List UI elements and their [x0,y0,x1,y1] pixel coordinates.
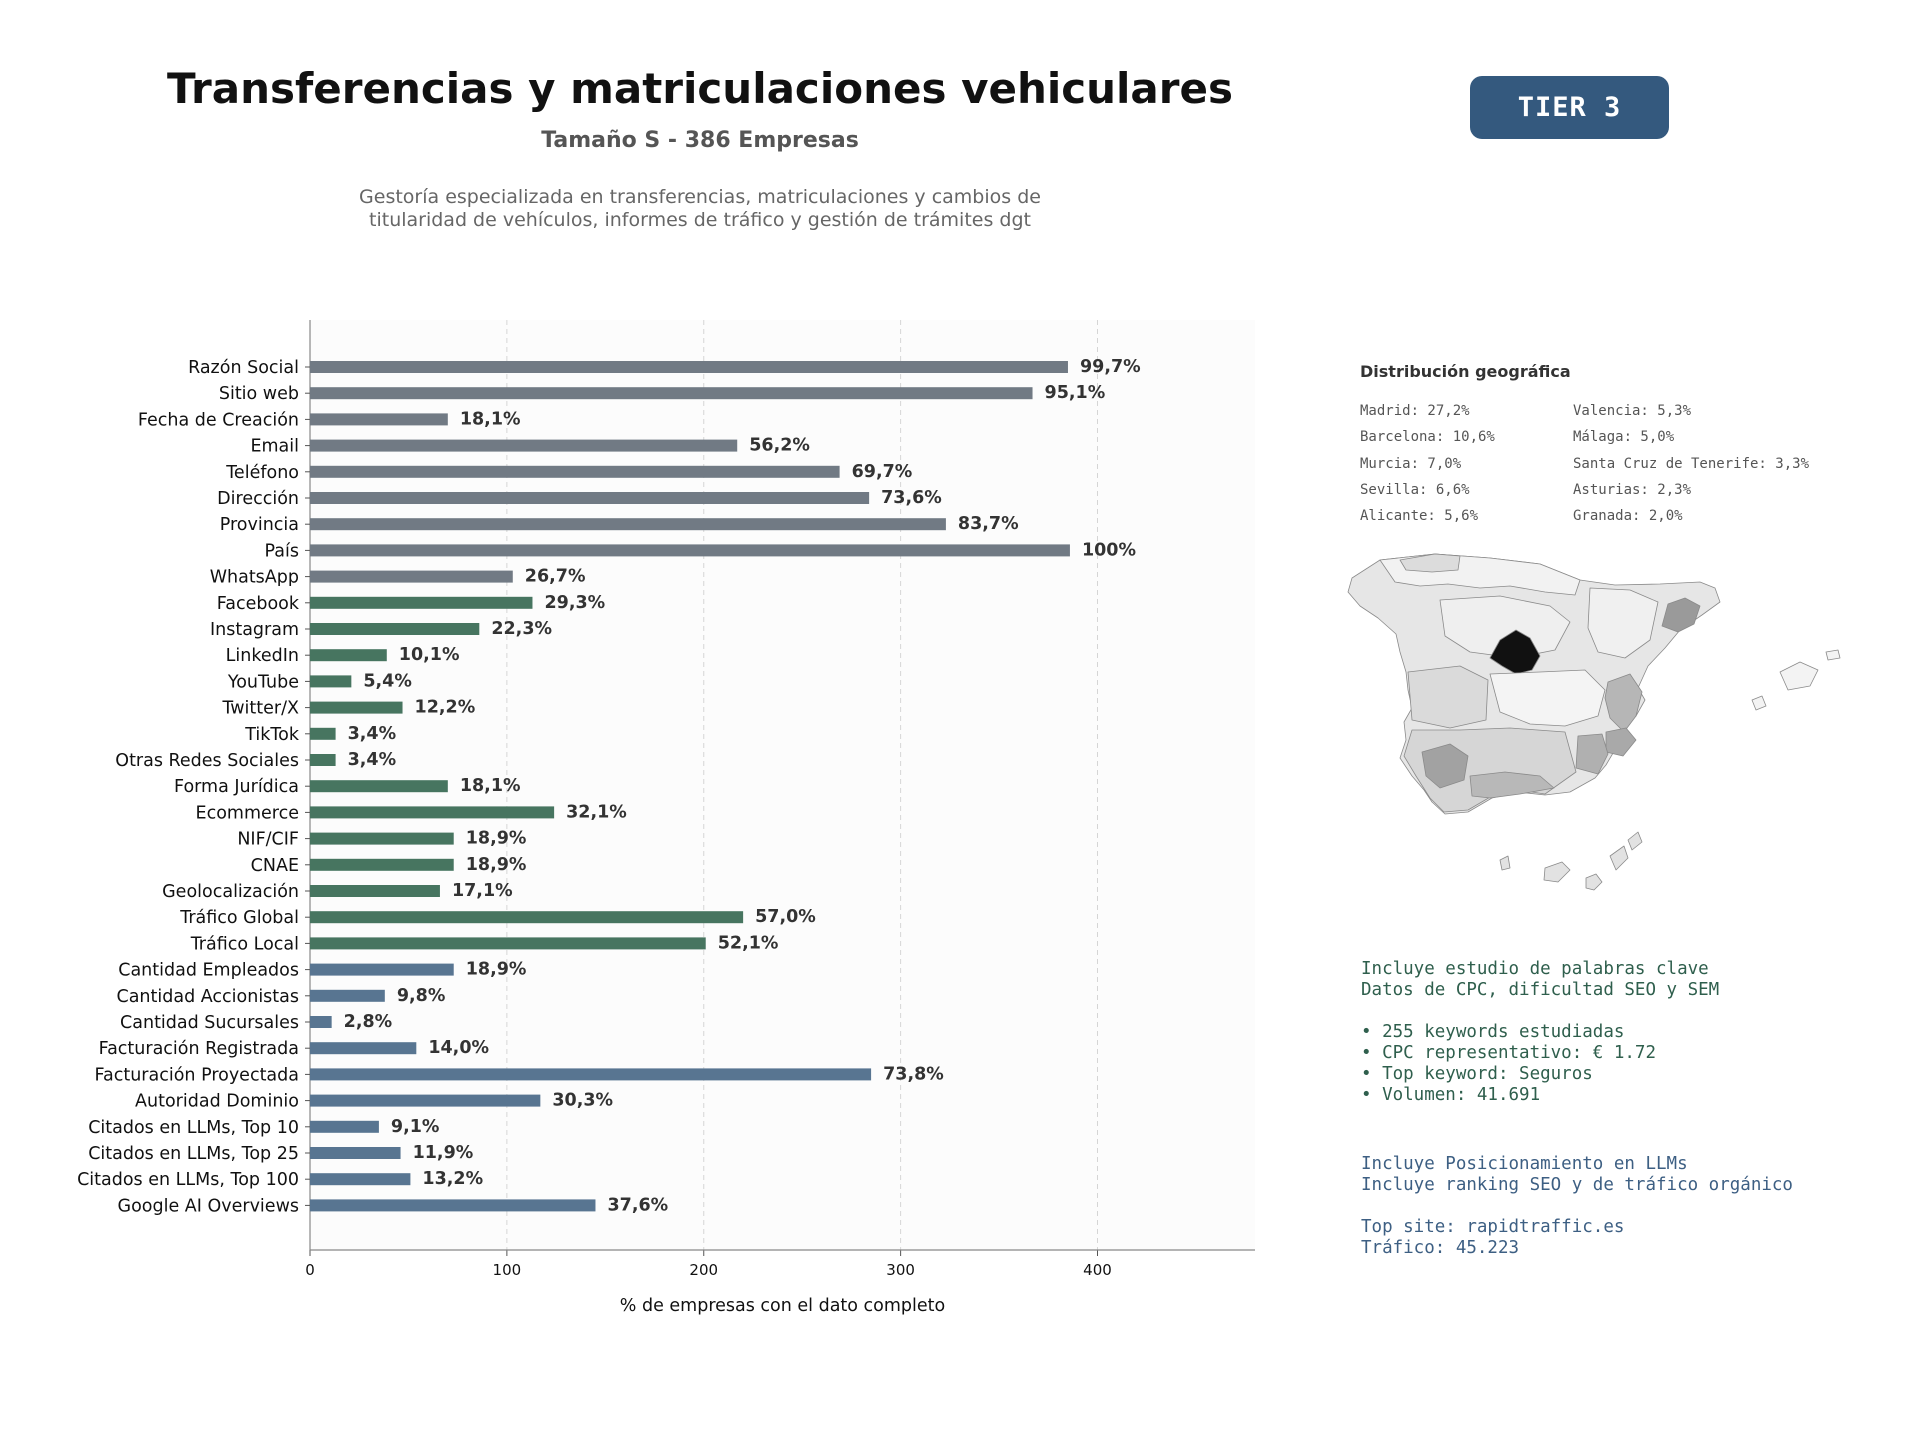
geo-item: Murcia: 7,0% [1360,455,1462,472]
value-label: 17,1% [451,881,513,901]
category-label: Otras Redes Sociales [115,751,299,771]
value-label: 18,9% [465,854,527,875]
spacer [1361,1196,1793,1217]
keywords-bullet: • 255 keywords estudiadas [1361,1022,1625,1042]
llm-info-block [1361,1154,1793,1259]
map-canary-la-palma [1500,856,1510,870]
map-canary-fuerteventura [1610,846,1628,870]
value-label: 99,7% [1079,357,1141,377]
keywords-bullet: • CPC representativo: € 1.72 [1361,1043,1657,1063]
page-title: Transferencias y matriculaciones vehiculares [167,64,1233,113]
bar [310,1068,871,1080]
bar [310,518,946,530]
bar [310,387,1033,399]
bar [310,885,440,897]
bar [310,675,351,687]
x-tick-label: 400 [1083,1261,1112,1279]
traffic-line: Tráfico: 45.223 [1361,1238,1520,1258]
bar [310,859,454,871]
geo-item: Madrid: 27,2% [1360,403,1470,419]
tier-badge: TIER 3 [1470,76,1669,139]
category-label: Dirección [217,489,299,509]
category-label: Tráfico Local [190,934,299,955]
spain-province-map [1340,540,1860,910]
value-label: 83,7% [957,514,1019,535]
bar [310,990,385,1002]
category-label: Cantidad Empleados [118,960,299,981]
value-label: 18,1% [459,776,521,797]
value-label: 95,1% [1044,383,1106,404]
bar [310,623,479,635]
category-label: Google AI Overviews [117,1196,299,1217]
value-label: 3,4% [347,723,397,744]
llm-line: Incluye Posicionamiento en LLMs [1361,1154,1688,1174]
x-tick-label: 0 [305,1261,315,1279]
category-label: CNAE [250,855,299,876]
keywords-line: Incluye estudio de palabras clave [1361,959,1709,979]
value-label: 5,4% [363,671,412,692]
category-label: Facturación Proyectada [94,1065,299,1086]
bar [310,754,336,766]
bar [310,1147,401,1159]
category-label: Ecommerce [195,803,299,824]
value-label: 11,9% [412,1143,474,1163]
page-subtitle: Tamaño S - 386 Empresas [541,128,859,153]
category-label: Instagram [209,620,299,640]
keywords-bullet: • Volumen: 41.691 [1361,1085,1541,1105]
category-label: Email [250,436,299,457]
category-label: LinkedIn [225,646,299,667]
category-label: País [264,541,299,562]
map-balearic-menorca [1826,650,1840,660]
geo-list-column-2 [1573,398,1809,529]
bar [310,1173,410,1185]
map-canary-tenerife [1544,862,1570,882]
value-label: 73,8% [883,1064,944,1085]
geo-item: Sevilla: 6,6% [1360,481,1470,498]
category-label: Citados en LLMs, Top 25 [88,1144,299,1164]
value-label: 30,3% [552,1090,614,1111]
bar [310,571,513,583]
category-label: TikTok [245,724,299,745]
value-label: 13,2% [422,1169,484,1190]
category-label: Teléfono [226,462,299,483]
bar [310,833,454,845]
category-label: Sitio web [218,384,299,405]
value-label: 57,0% [755,907,816,928]
completeness-bar-chart [0,300,1290,1340]
spacer [1361,1001,1719,1022]
bar [310,492,869,504]
bar [310,806,554,818]
map-canary-lanzarote [1628,832,1642,850]
value-label: 2,8% [343,1012,393,1032]
geo-item: Valencia: 5,3% [1573,403,1692,419]
geo-item: Santa Cruz de Tenerife: 3,3% [1573,455,1810,472]
x-tick-label: 100 [492,1261,522,1279]
category-label: NIF/CIF [237,829,299,850]
value-label: 9,1% [390,1116,440,1137]
geo-list-column-1 [1360,398,1495,529]
bar [310,911,743,923]
category-label: Cantidad Accionistas [116,986,299,1007]
category-label: Tráfico Global [180,908,299,929]
plot-background [310,320,1255,1250]
bar [310,964,454,976]
value-label: 26,7% [524,566,586,587]
bar [310,1016,332,1028]
x-axis-title: % de empresas con el dato completo [619,1296,946,1316]
category-label: Razón Social [188,358,299,378]
bar [310,780,448,792]
map-balearic-ibiza [1752,696,1766,710]
category-label: Citados en LLMs, Top 10 [88,1117,299,1138]
category-label: Facturación Registrada [98,1039,299,1060]
category-label: Geolocalización [162,882,299,902]
top-site-line: Top site: rapidtraffic.es [1361,1217,1625,1237]
value-label: 18,1% [459,409,521,430]
category-label: WhatsApp [209,567,299,588]
keywords-info-block [1361,959,1719,1106]
bar [310,544,1070,556]
value-label: 73,6% [881,488,942,508]
category-label: Forma Jurídica [174,777,299,798]
value-label: 3,4% [347,750,397,770]
bar [310,466,840,478]
value-label: 32,1% [566,802,627,823]
sector-description: Gestoría especializada en transferencias, matriculaciones y cambios de titularidad de vehículos, informes de tráfico y gestión de trámites dgt [359,186,1041,231]
value-label: 12,2% [414,697,476,718]
geo-item: Málaga: 5,0% [1573,429,1675,446]
bar [310,597,532,609]
bar [310,413,448,425]
geo-item: Granada: 2,0% [1573,508,1683,525]
value-label: 100% [1081,540,1137,561]
bar [310,649,387,661]
value-label: 9,8% [396,985,446,1006]
geo-item: Barcelona: 10,6% [1360,429,1495,446]
llm-line: Incluye ranking SEO y de tráfico orgánico [1361,1175,1793,1195]
bar [310,1121,379,1133]
geo-item: Alicante: 5,6% [1360,508,1479,525]
value-label: 29,3% [544,592,606,613]
category-label: Autoridad Dominio [135,1091,299,1112]
value-label: 18,9% [465,959,527,980]
value-label: 52,1% [717,933,779,954]
value-label: 10,1% [398,645,460,666]
bar [310,440,737,452]
value-label: 18,9% [465,828,527,849]
value-label: 69,7% [851,461,913,482]
category-label: YouTube [227,672,299,693]
category-label: Cantidad Sucursales [120,1013,299,1033]
geo-item: Asturias: 2,3% [1573,481,1692,498]
value-label: 22,3% [491,619,553,639]
bar [310,702,403,714]
map-balearic-mallorca [1780,662,1818,690]
category-label: Provincia [219,515,299,536]
map-extremadura [1408,666,1488,728]
geo-distribution-title: Distribución geográfica [1360,362,1571,381]
category-label: Fecha de Creación [137,410,299,431]
bar [310,937,706,949]
value-label: 37,6% [607,1195,669,1216]
category-label: Twitter/X [222,698,299,719]
bar [310,1095,540,1107]
x-tick-label: 300 [886,1261,915,1279]
value-label: 56,2% [749,435,810,456]
keywords-bullet: • Top keyword: Seguros [1361,1064,1593,1084]
value-label: 14,0% [428,1038,490,1059]
category-label: Facebook [216,593,299,614]
x-tick-label: 200 [689,1261,719,1279]
bar [310,1199,595,1211]
category-label: Citados en LLMs, Top 100 [77,1170,299,1191]
keywords-line: Datos de CPC, dificultad SEO y SEM [1361,980,1720,1000]
map-canary-gran-canaria [1586,874,1602,890]
map-alicante [1606,728,1636,756]
bar [310,361,1068,373]
bar [310,1042,416,1054]
bar [310,728,336,740]
